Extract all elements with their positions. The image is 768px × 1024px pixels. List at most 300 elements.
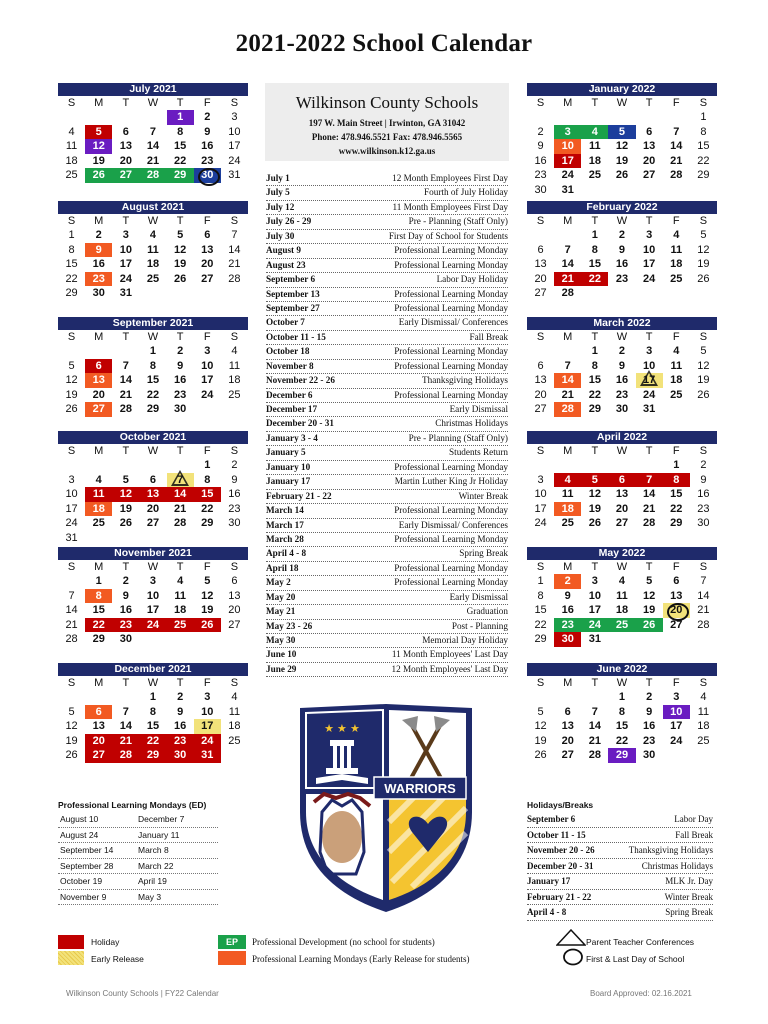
week-row <box>58 458 248 473</box>
weekday-label: S <box>67 445 76 457</box>
week-row <box>527 168 717 183</box>
day-number: 1 <box>591 345 598 357</box>
day-cell <box>167 344 194 359</box>
day-number: 2 <box>564 575 571 587</box>
weekday-label: S <box>536 215 545 227</box>
day-number: 17 <box>588 604 601 616</box>
day-cell <box>608 632 635 647</box>
day-cell <box>636 458 663 473</box>
day-cell <box>58 458 85 473</box>
day-cell <box>581 125 608 140</box>
day-cell <box>636 139 663 154</box>
day-number: 23 <box>561 618 574 631</box>
pl-monday-date: December 7 <box>138 814 185 824</box>
day-cell <box>85 748 112 763</box>
weekday-label: M <box>563 677 573 689</box>
day-number: 24 <box>201 388 214 401</box>
day-cell <box>527 458 554 473</box>
weekday-label: S <box>536 561 545 573</box>
weekday-header-row <box>527 96 717 110</box>
day-number: 26 <box>588 517 601 529</box>
day-number: 7 <box>646 473 653 486</box>
day-cell <box>527 243 554 258</box>
day-number: 30 <box>697 517 710 529</box>
day-cell <box>554 286 581 301</box>
day-cell <box>608 458 635 473</box>
weekday-label: M <box>94 215 104 227</box>
day-number: 16 <box>92 258 105 270</box>
important-date-row <box>266 591 508 605</box>
day-number: 3 <box>204 345 211 357</box>
day-cell <box>167 502 194 517</box>
day-number: 25 <box>92 517 105 529</box>
day-number: 12 <box>534 720 547 732</box>
week-row <box>58 388 248 403</box>
day-cell <box>690 589 717 604</box>
pl-mondays-title: Professional Learning Mondays (ED) <box>58 800 207 810</box>
day-cell <box>221 748 248 763</box>
day-number: 19 <box>201 604 214 616</box>
triangle-icon <box>556 929 586 946</box>
day-cell <box>636 487 663 502</box>
day-cell <box>608 125 635 140</box>
day-cell <box>58 502 85 517</box>
day-cell <box>690 487 717 502</box>
important-date-row <box>266 345 508 359</box>
day-number: 6 <box>204 229 211 241</box>
day-cell <box>58 632 85 647</box>
day-number: 22 <box>201 502 214 515</box>
month-block <box>527 663 717 763</box>
day-number: 29 <box>92 633 105 645</box>
week-row <box>527 154 717 169</box>
day-number: 1 <box>700 111 707 123</box>
day-number: 22 <box>65 272 78 285</box>
day-number: 16 <box>534 154 547 167</box>
date-label: May 21 <box>266 606 296 617</box>
day-cell <box>58 373 85 388</box>
legend-plm-swatch <box>218 951 246 965</box>
day-number: 13 <box>670 589 683 602</box>
weekday-label: S <box>699 331 708 343</box>
day-number: 24 <box>643 272 656 285</box>
day-cell <box>636 618 663 633</box>
day-number: 28 <box>561 287 574 299</box>
weekday-label: W <box>147 331 159 343</box>
day-cell <box>139 139 166 154</box>
day-cell <box>636 243 663 258</box>
weekday-header-row <box>527 214 717 228</box>
holiday-date: November 20 - 26 <box>527 845 595 855</box>
day-cell <box>58 110 85 125</box>
day-number: 26 <box>65 403 78 415</box>
day-cell <box>636 154 663 169</box>
day-cell <box>194 373 221 388</box>
day-cell <box>636 272 663 287</box>
week-row <box>527 228 717 243</box>
day-cell <box>663 748 690 763</box>
day-cell <box>221 139 248 154</box>
important-date-row <box>266 273 508 287</box>
date-label: September 27 <box>266 302 320 313</box>
day-number: 13 <box>561 720 574 732</box>
day-cell <box>608 502 635 517</box>
day-cell <box>58 734 85 749</box>
day-number: 10 <box>65 488 78 500</box>
day-number: 6 <box>122 125 129 138</box>
day-cell <box>167 402 194 417</box>
day-cell <box>663 257 690 272</box>
day-cell <box>554 516 581 531</box>
crest-text: WARRIORS <box>384 781 456 796</box>
day-number: 8 <box>149 359 157 372</box>
week-row <box>58 748 248 763</box>
weekday-label: W <box>616 445 628 457</box>
day-cell <box>167 125 194 140</box>
day-cell <box>167 359 194 374</box>
day-cell <box>112 388 139 403</box>
day-number: 20 <box>228 604 241 616</box>
day-cell <box>527 125 554 140</box>
day-number: 2 <box>231 459 238 471</box>
weekday-label: T <box>591 331 599 343</box>
important-date-row <box>266 663 508 677</box>
day-cell <box>690 574 717 589</box>
day-number: 21 <box>65 618 78 631</box>
day-cell <box>221 373 248 388</box>
weekday-label: T <box>591 677 599 689</box>
month-header: October 2021 <box>58 431 248 444</box>
day-number: 18 <box>615 604 629 616</box>
holiday-date: December 20 - 31 <box>527 860 594 871</box>
day-cell <box>690 359 717 374</box>
day-cell <box>581 632 608 647</box>
day-cell <box>636 632 663 647</box>
day-cell <box>194 603 221 618</box>
day-cell <box>581 388 608 403</box>
day-cell <box>581 154 608 169</box>
weekday-label: T <box>591 445 599 457</box>
pl-monday-date: March 22 <box>138 860 174 871</box>
day-cell <box>194 257 221 272</box>
day-cell <box>581 690 608 705</box>
pl-monday-date: May 3 <box>138 891 162 902</box>
day-cell <box>581 402 608 417</box>
day-cell <box>221 719 248 734</box>
pl-monday-date: September 28 <box>60 860 114 871</box>
day-cell <box>527 183 554 198</box>
day-number: 11 <box>92 488 105 500</box>
day-cell <box>527 574 554 589</box>
day-cell <box>527 748 554 763</box>
date-label: December 6 <box>266 389 313 400</box>
day-cell <box>221 257 248 272</box>
day-number: 14 <box>228 243 241 256</box>
event-label: Professional Learning Monday <box>394 302 508 313</box>
weekday-label: S <box>536 445 545 457</box>
day-cell <box>690 373 717 388</box>
day-cell <box>663 603 690 618</box>
day-number: 29 <box>534 633 547 645</box>
holiday-event: Spring Break <box>665 907 713 917</box>
day-cell <box>608 373 635 388</box>
day-cell <box>167 516 194 531</box>
weekday-label: M <box>563 331 573 343</box>
day-number: 30 <box>534 183 547 196</box>
day-number: 2 <box>204 111 211 123</box>
day-cell <box>112 154 139 169</box>
day-cell <box>167 719 194 734</box>
day-number: 24 <box>228 154 241 167</box>
important-date-row <box>266 504 508 518</box>
week-row <box>58 705 248 720</box>
day-cell <box>527 618 554 633</box>
day-cell <box>139 487 166 502</box>
week-row <box>527 272 717 287</box>
day-cell <box>112 632 139 647</box>
weekday-label: W <box>616 331 628 343</box>
day-cell <box>58 603 85 618</box>
day-cell <box>194 574 221 589</box>
day-number: 4 <box>564 473 571 486</box>
day-cell <box>663 168 690 183</box>
weekday-header-row <box>58 96 248 110</box>
day-number: 27 <box>534 287 547 299</box>
day-number: 10 <box>119 243 132 256</box>
day-number: 11 <box>228 359 241 372</box>
day-number: 3 <box>204 691 211 703</box>
day-cell <box>663 272 690 287</box>
day-cell <box>112 690 139 705</box>
day-cell <box>85 344 112 359</box>
day-cell <box>554 243 581 258</box>
day-number: 19 <box>92 154 105 167</box>
day-cell <box>112 228 139 243</box>
day-number: 7 <box>700 575 707 587</box>
day-cell <box>554 373 581 388</box>
weekday-label: T <box>645 331 653 343</box>
weekday-header-row <box>58 560 248 574</box>
day-cell <box>527 516 554 531</box>
day-cell <box>194 458 221 473</box>
day-number: 15 <box>146 374 160 386</box>
week-row <box>527 402 717 417</box>
day-cell <box>554 388 581 403</box>
weekday-label: T <box>645 561 653 573</box>
day-number: 7 <box>122 705 129 718</box>
day-cell <box>527 632 554 647</box>
day-cell <box>663 183 690 198</box>
day-number: 13 <box>534 374 547 386</box>
footer-left: Wilkinson County Schools | FY22 Calendar <box>66 989 219 998</box>
day-number: 12 <box>588 488 601 500</box>
pl-monday-row <box>58 874 218 890</box>
week-row <box>527 243 717 258</box>
day-cell <box>58 589 85 604</box>
day-cell <box>581 589 608 604</box>
day-cell <box>194 719 221 734</box>
day-cell <box>554 487 581 502</box>
day-cell <box>194 243 221 258</box>
date-label: March 14 <box>266 505 304 516</box>
day-number: 24 <box>534 517 547 529</box>
day-number: 15 <box>534 604 547 616</box>
week-row <box>58 228 248 243</box>
day-cell <box>139 531 166 546</box>
day-cell <box>194 402 221 417</box>
day-cell <box>221 603 248 618</box>
day-cell <box>167 618 194 633</box>
day-number: 4 <box>177 575 184 587</box>
day-cell <box>85 458 112 473</box>
day-number: 9 <box>618 359 626 372</box>
weekday-label: M <box>94 97 104 109</box>
important-date-row <box>266 316 508 330</box>
week-row <box>527 589 717 604</box>
day-cell <box>112 574 139 589</box>
day-number: 12 <box>92 140 105 152</box>
day-number: 29 <box>146 403 160 415</box>
day-cell <box>194 272 221 287</box>
day-number: 12 <box>697 359 710 372</box>
day-cell <box>194 705 221 720</box>
event-label: First Day of School for Students <box>388 230 508 241</box>
day-cell <box>690 502 717 517</box>
day-number: 16 <box>228 488 241 500</box>
month-block <box>58 83 248 183</box>
week-row <box>58 110 248 125</box>
day-cell <box>112 168 139 183</box>
day-number: 7 <box>122 359 129 372</box>
day-cell <box>636 373 663 388</box>
weekday-label: S <box>536 97 545 109</box>
day-cell <box>554 719 581 734</box>
day-number: 3 <box>68 473 75 486</box>
day-number: 6 <box>564 705 571 718</box>
holiday-event: Christmas Holidays <box>641 860 713 871</box>
day-cell <box>85 531 112 546</box>
day-number: 20 <box>534 272 547 285</box>
day-cell <box>690 183 717 198</box>
important-date-row <box>266 331 508 345</box>
day-cell <box>58 487 85 502</box>
day-cell <box>690 388 717 403</box>
day-number: 13 <box>615 488 629 500</box>
day-number: 5 <box>95 125 102 138</box>
day-cell <box>581 257 608 272</box>
day-cell <box>139 618 166 633</box>
weekday-label: S <box>699 445 708 457</box>
day-cell <box>221 272 248 287</box>
day-cell <box>221 458 248 473</box>
day-number: 20 <box>201 258 214 270</box>
day-number: 17 <box>561 154 574 167</box>
day-number: 29 <box>146 749 160 761</box>
day-number: 17 <box>534 502 547 515</box>
day-cell <box>608 734 635 749</box>
day-cell <box>527 690 554 705</box>
day-number: 5 <box>68 705 75 718</box>
day-cell <box>663 690 690 705</box>
date-label: May 30 <box>266 635 296 645</box>
day-cell <box>636 516 663 531</box>
day-cell <box>167 228 194 243</box>
week-row <box>58 373 248 388</box>
day-number: 27 <box>201 272 214 285</box>
day-number: 14 <box>146 140 160 152</box>
day-number: 31 <box>65 531 78 544</box>
day-cell <box>554 257 581 272</box>
day-cell <box>608 286 635 301</box>
day-number: 25 <box>670 272 683 285</box>
day-number: 28 <box>561 403 574 415</box>
week-row <box>527 373 717 388</box>
day-cell <box>221 359 248 374</box>
day-number: 26 <box>65 749 78 761</box>
week-row <box>58 402 248 417</box>
day-number: 4 <box>591 125 598 138</box>
pl-monday-date: August 24 <box>60 829 99 840</box>
day-number: 25 <box>228 734 241 747</box>
day-cell <box>221 402 248 417</box>
day-number: 18 <box>228 720 241 732</box>
day-cell <box>554 168 581 183</box>
day-number: 26 <box>697 388 710 401</box>
day-number: 26 <box>174 272 187 285</box>
event-label: 11 Month Employees' Last Day <box>391 649 508 660</box>
day-cell <box>608 168 635 183</box>
day-cell <box>194 502 221 517</box>
weekday-header-row <box>58 214 248 228</box>
day-number: 27 <box>92 403 105 415</box>
weekday-label: T <box>122 97 130 109</box>
day-number: 21 <box>119 734 132 747</box>
day-cell <box>608 344 635 359</box>
day-cell <box>112 402 139 417</box>
day-cell <box>58 168 85 183</box>
important-date-row <box>266 230 508 244</box>
day-cell <box>608 110 635 125</box>
week-row <box>58 603 248 618</box>
day-number: 28 <box>119 403 132 415</box>
day-cell <box>581 243 608 258</box>
day-cell <box>221 344 248 359</box>
day-number: 28 <box>174 517 187 529</box>
day-number: 28 <box>65 633 78 645</box>
day-cell <box>167 257 194 272</box>
holiday-row <box>527 874 713 890</box>
holiday-date: April 4 - 8 <box>527 907 567 917</box>
pl-monday-date: November 9 <box>60 891 107 902</box>
day-cell <box>112 458 139 473</box>
weekday-label: S <box>699 215 708 227</box>
day-number: 27 <box>228 618 241 631</box>
day-cell <box>139 705 166 720</box>
event-label: Pre - Planning (Staff Only) <box>408 432 508 443</box>
event-label: Professional Learning Monday <box>394 533 508 544</box>
day-number: 26 <box>697 272 710 285</box>
day-number: 29 <box>615 749 629 761</box>
day-cell <box>527 402 554 417</box>
day-number: 26 <box>92 169 105 181</box>
date-label: March 17 <box>266 519 304 530</box>
day-number: 10 <box>643 359 656 372</box>
day-number: 23 <box>174 388 187 401</box>
date-label: July 12 <box>266 201 295 212</box>
weekday-label: S <box>67 677 76 689</box>
day-number: 4 <box>618 575 626 587</box>
day-number: 1 <box>149 691 157 703</box>
